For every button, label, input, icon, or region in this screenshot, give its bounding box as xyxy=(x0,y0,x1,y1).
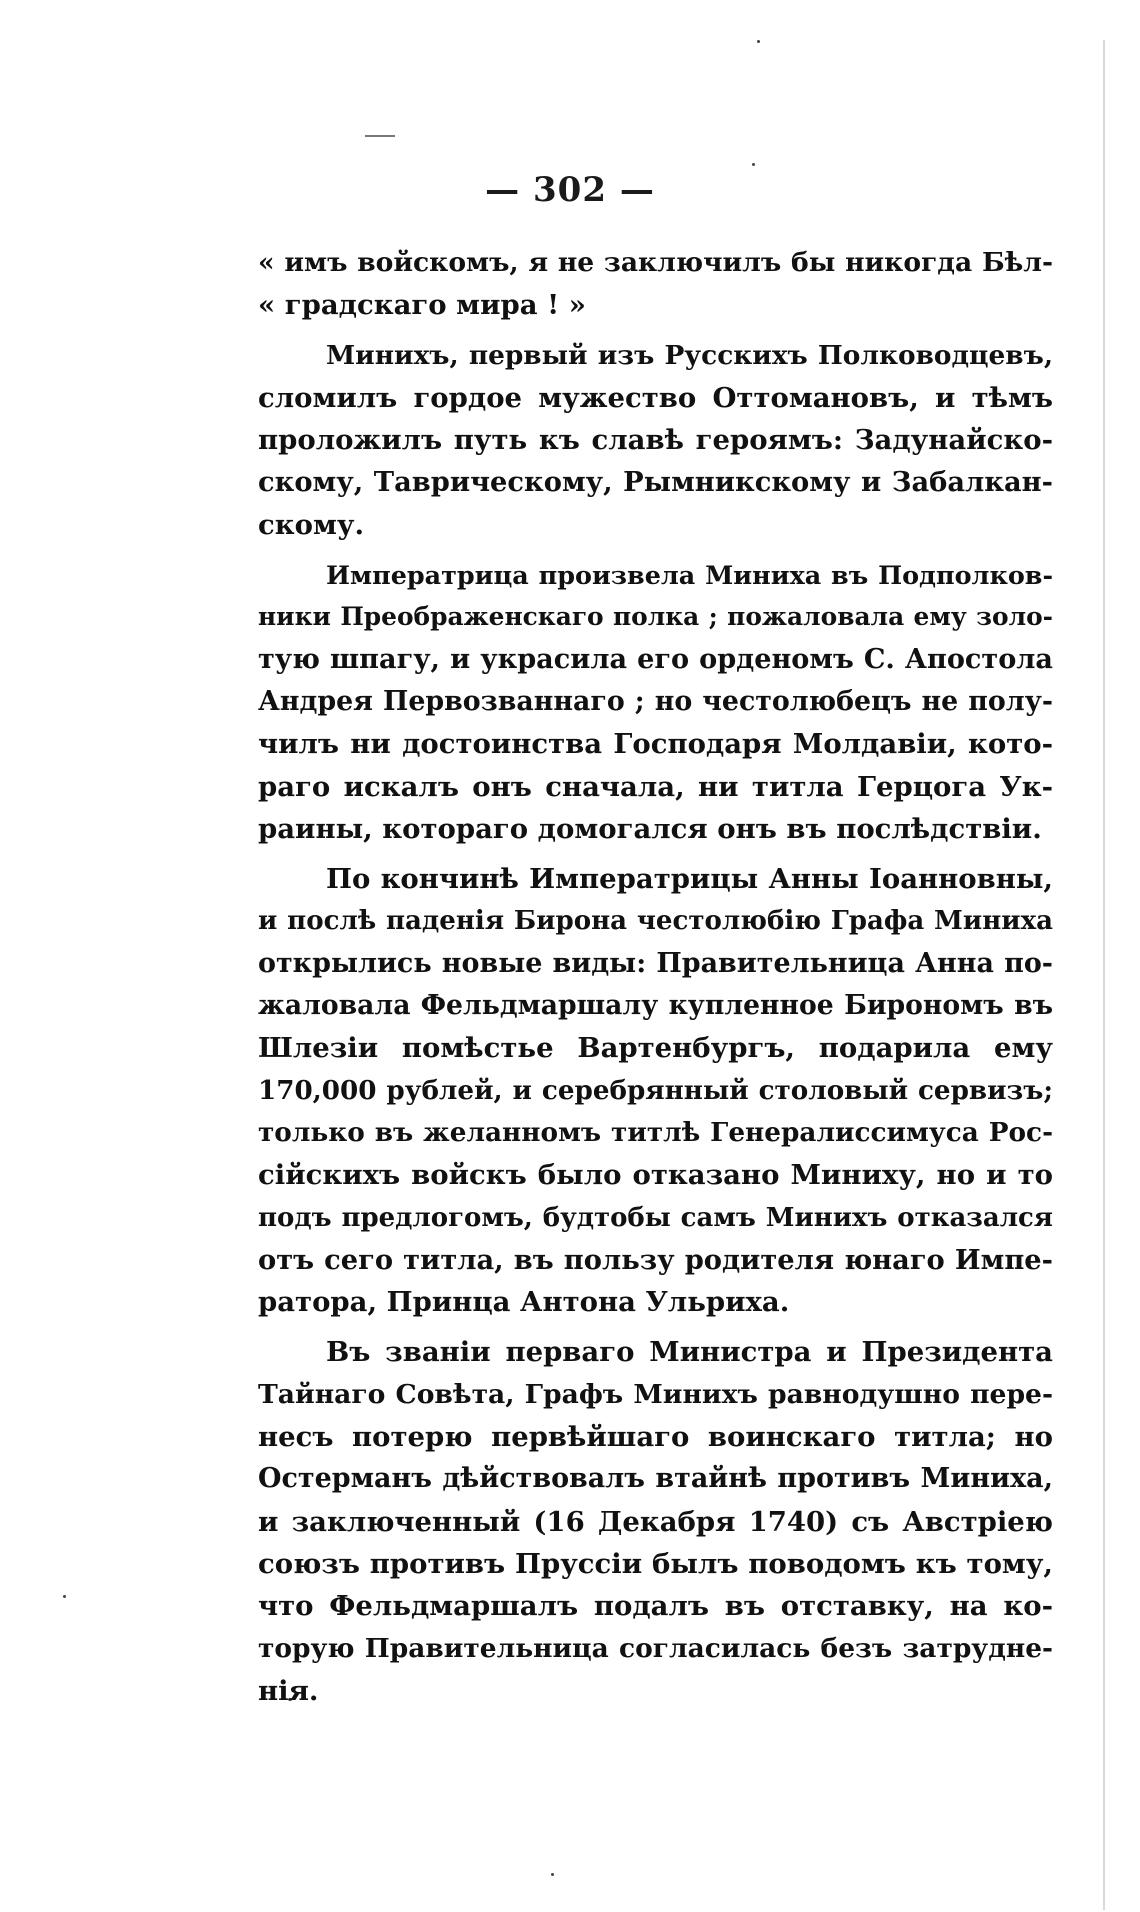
paragraph xyxy=(258,335,1053,546)
paragraph xyxy=(258,858,1053,1323)
text-line: подъ предлогомъ, будтобы самъ Минихъ отказался xyxy=(258,1202,1053,1233)
page-number: — 302 — xyxy=(485,170,655,210)
text-line: скому. xyxy=(258,508,365,541)
text-line: Въ званіи перваго Министра и Президента xyxy=(326,1336,1053,1369)
text-line: Остерманъ дѣйствовалъ втайнѣ противъ Миниха, xyxy=(258,1463,1053,1495)
text-line: « градскаго мира ! » xyxy=(258,289,586,322)
text-line: чилъ ни достоинства Господаря Молдавіи, кото- xyxy=(258,728,1053,761)
text-line: Андрея Первозваннаго ; но честолюбецъ не полу- xyxy=(258,685,1053,717)
scan-speck xyxy=(551,1873,554,1876)
text-line: союзъ противъ Пруссіи былъ поводомъ къ тому, xyxy=(258,1547,1053,1580)
paragraph xyxy=(258,242,1053,327)
scan-speck xyxy=(757,40,760,43)
text-line: и послѣ паденія Бирона честолюбію Графа Миниха xyxy=(258,906,1053,937)
text-line: открылись новые виды: Правительница Анна по- xyxy=(258,947,1053,979)
text-line: проложилъ путь къ славѣ героямъ: Задунайско- xyxy=(258,424,1053,457)
text-line: « имъ войскомъ, я не заключилъ бы никогда Бѣл- xyxy=(258,247,1053,278)
scan-speck xyxy=(63,1595,66,1598)
text-line: несъ потерю первѣйшаго воинскаго титла; но xyxy=(258,1421,1053,1454)
page-edge-shadow xyxy=(1103,40,1105,1910)
paragraph xyxy=(258,1331,1053,1712)
text-line: что Фельдмаршалъ подалъ въ отставку, на ко- xyxy=(258,1590,1053,1623)
text-line: раины, котораго домогался онъ въ послѣдствіи. xyxy=(258,812,1042,845)
text-line: Шлезіи помѣстье Вартенбургъ, подарила ему xyxy=(258,1032,1053,1065)
text-line: Минихъ, первый изъ Русскихъ Полководцевъ, xyxy=(326,339,1053,371)
text-line: ники Преображенскаго полка ; пожаловала ему золо- xyxy=(258,602,1053,632)
text-line: По кончинѣ Императрицы Анны Іоанновны, xyxy=(326,863,1053,896)
text-line: нія. xyxy=(258,1674,319,1707)
text-line: и заключенный (16 Декабря 1740) съ Австріею xyxy=(258,1505,1053,1538)
text-line: Императрица произвела Миниха въ Подполков- xyxy=(326,560,1053,591)
text-line: скому, Таврическому, Рымникскому и Забалкан- xyxy=(258,466,1053,499)
text-line: Тайнаго Совѣта, Графъ Минихъ равнодушно пере- xyxy=(258,1378,1053,1410)
text-line: торую Правительница согласилась безъ затрудне- xyxy=(258,1632,1053,1664)
text-line: тую шпагу, и украсила его орденомъ С. Апостола xyxy=(258,643,1053,675)
text-line: сломилъ гордое мужество Оттомановъ, и тѣмъ xyxy=(258,381,1053,414)
text-line: 170,000 рублей, и серебрянный столовый сервизъ; xyxy=(258,1074,1053,1106)
text-line: только въ желанномъ титлѣ Генералиссимуса Рос- xyxy=(258,1116,1053,1148)
scan-speck xyxy=(752,163,755,166)
text-line: раго искалъ онъ сначала, ни титла Герцога Ук- xyxy=(258,770,1053,803)
text-line: отъ сего титла, въ пользу родителя юнаго Импе- xyxy=(258,1243,1053,1276)
paragraph xyxy=(258,554,1053,850)
text-line: ратора, Принца Антона Ульриха. xyxy=(258,1286,790,1319)
text-line: сійскихъ войскъ было отказано Миниху, но и то xyxy=(258,1159,1053,1192)
body-text xyxy=(258,242,1053,1712)
text-line: жаловала Фельдмаршалу купленное Бирономъ въ xyxy=(258,990,1053,1022)
scan-mark xyxy=(365,135,395,137)
